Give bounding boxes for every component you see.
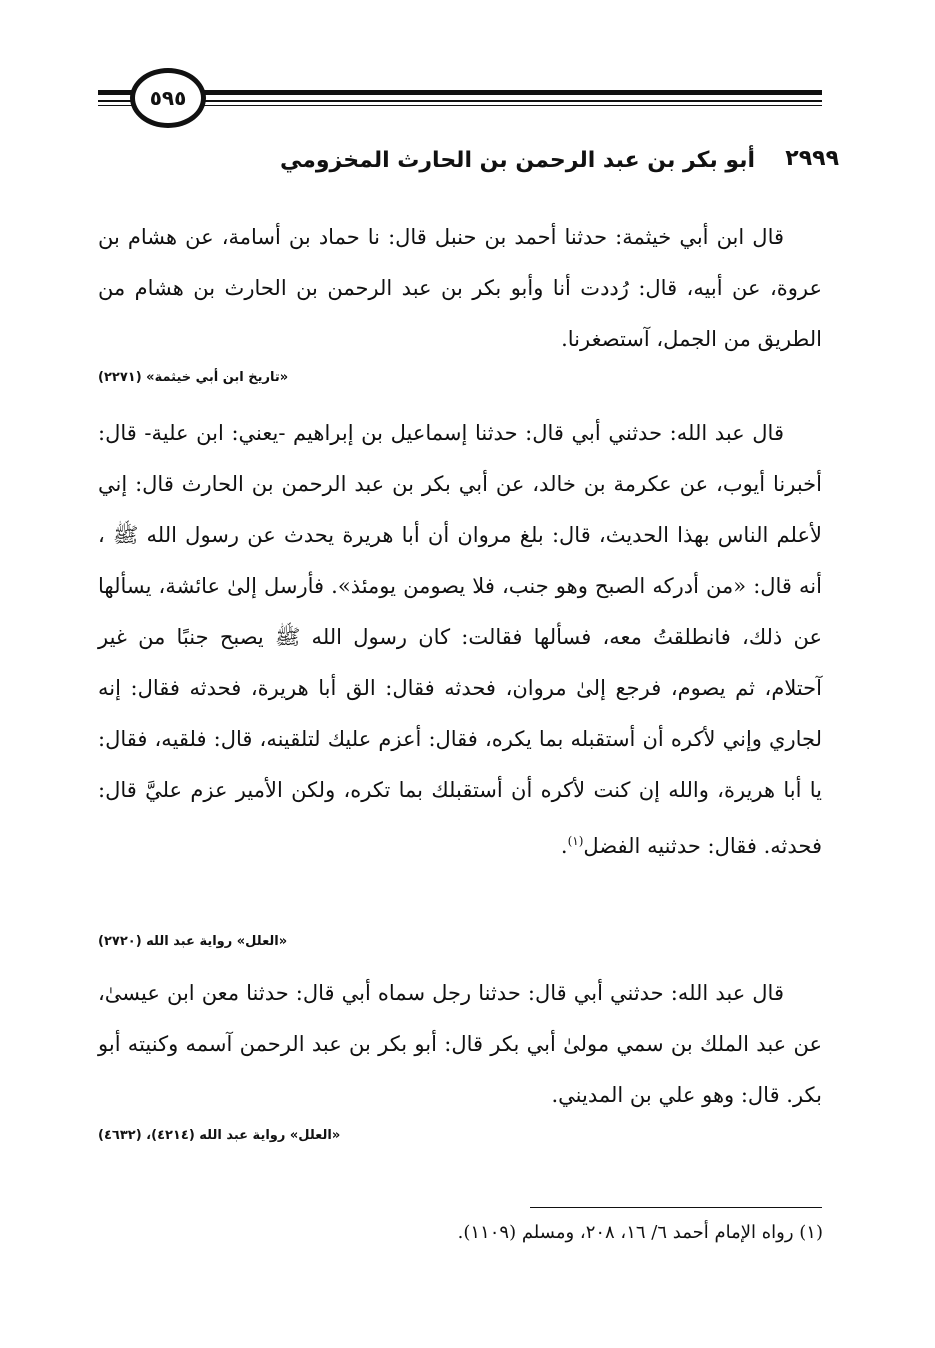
page-header <box>98 66 822 126</box>
footnote: (١) رواه الإمام أحمد ٦/ ١٦، ٢٠٨، ومسلم (١١٠٩). <box>457 1222 823 1243</box>
paragraph-3 <box>98 968 822 1121</box>
paragraph-2 <box>98 408 822 872</box>
source-reference: «تاريخ ابن أبي خيثمة» (٢٢٧١) <box>98 370 289 385</box>
page-number: ٥٩٥ <box>130 68 206 128</box>
header-rule <box>98 90 822 95</box>
paragraph-text: قال ابن أبي خيثمة: حدثنا أحمد بن حنبل قال: نا حماد بن أسامة، عن هشام بن عروة، عن أبيه، قال: رُددت أنا وأبو بكر بن عبد الرحمن بن الحارث بن هشام من الطريق من الجمل، آستصغرنا. <box>98 225 822 351</box>
entry-number: ٢٩٩٩ <box>785 146 839 171</box>
paragraph-1 <box>98 212 822 365</box>
header-rule <box>98 100 822 102</box>
header-rule <box>98 105 822 106</box>
source-reference: «العلل» رواية عبد الله (٤٢١٤)، (٤٦٣٢) <box>98 1128 341 1143</box>
paragraph-text: قال عبد الله: حدثني أبي قال: حدثنا إسماعيل بن إبراهيم -يعني: ابن علية- قال: أخبرنا أيوب، عن عكرمة بن خالد، عن أبي بكر بن عبد الرحمن بن الحارث قال: إني لأعلم الناس بهذا الحديث، قال: بلغ مروان أن أبا هريرة يحدث عن رسول الله ﷺ ، أنه قال: «من أدركه الصبح وهو جنب، فلا يصومن يومئذ». فأرسل إلىٰ عائشة، يسألها عن ذلك، فانطلقتُ معه، فسألها فقالت: كان رسول الله ﷺ يصبح جنبًا من غير آحتلام، ثم يصوم، فرجع إلىٰ مروان، فحدثه فقال: الق أبا هريرة، فحدثه فقال: إنه لجاري وإني لأكره أن أستقبله بما يكره، فقال: أعزم عليك لتلقينه، قال: فلقيه، فقال: يا أبا هريرة، والله إن كنت لأكره أن أستقبلك بما تكره، ولكن الأمير عزم عليَّ قال: فحدثه. فقال: حدثنيه الفضل$^{(١)}$. <box>98 421 822 858</box>
footnote-marker: (١) <box>567 834 584 848</box>
footnote-divider <box>530 1207 822 1208</box>
entry-title: أبو بكر بن عبد الرحمن بن الحارث المخزومي <box>279 148 755 173</box>
paragraph-body: قال عبد الله: حدثني أبي قال: حدثنا إسماعيل بن إبراهيم -يعني: ابن علية- قال: أخبرنا أيوب، عن عكرمة بن خالد، عن أبي بكر بن عبد الرحمن بن الحارث قال: إني لأعلم الناس بهذا الحديث، قال: بلغ مروان أن أبا هريرة يحدث عن رسول الله ﷺ ، أنه قال: «من أدركه الصبح وهو جنب، فلا يصومن يومئذ». فأرسل إلىٰ عائشة، يسألها عن ذلك، فانطلقتُ معه، فسألها فقالت: كان رسول الله ﷺ يصبح جنبًا من غير آحتلام، ثم يصوم، فرجع إلىٰ مروان، فحدثه فقال: الق أبا هريرة، فحدثه فقال: إنه لجاري وإني لأكره أن أستقبله بما يكره، فقال: أعزم عليك لتلقينه، قال: فلقيه، فقال: يا أبا هريرة، والله إن كنت لأكره أن أستقبلك بما تكره، ولكن الأمير عزم عليَّ قال: فحدثه. فقال: حدثنيه الفضل <box>98 421 822 858</box>
paragraph-text: قال عبد الله: حدثني أبي قال: حدثنا رجل سماه أبي قال: حدثنا معن ابن عيسىٰ، عن عبد الملك بن سمي مولىٰ أبي بكر قال: أبو بكر بن عبد الرحمن آسمه وكنيته أبو بكر. قال: وهو علي بن المديني. <box>98 981 822 1107</box>
source-reference: «العلل» رواية عبد الله (٢٧٢٠) <box>98 934 288 949</box>
